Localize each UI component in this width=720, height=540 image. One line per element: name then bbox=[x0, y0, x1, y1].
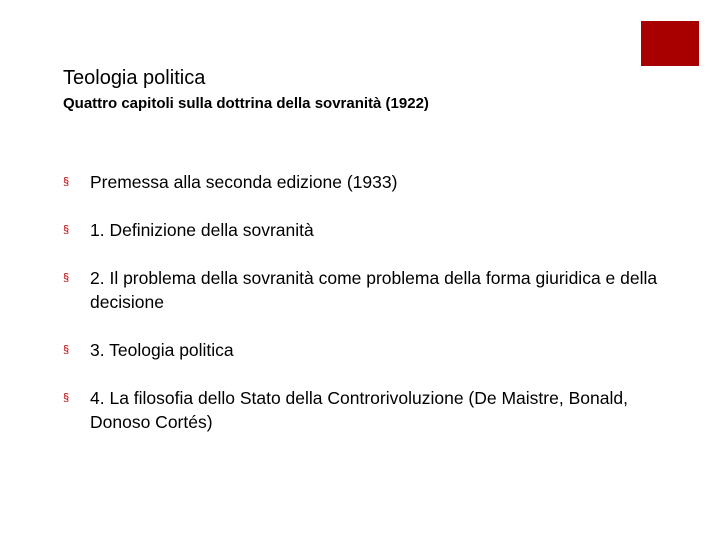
bullet-marker-icon: § bbox=[63, 392, 70, 404]
bullet-marker-icon: § bbox=[63, 224, 70, 236]
bullet-item-chapter-2 bbox=[63, 266, 663, 314]
bullet-text: 2. Il problema della sovranità come problema della forma giuridica e della decisione bbox=[90, 268, 658, 312]
slide-title: Teologia politica bbox=[63, 67, 206, 89]
bullet-text: 3. Teologia politica bbox=[90, 340, 234, 360]
bullet-text: 4. La filosofia dello Stato della Controrivoluzione (De Maistre, Bonald, Donoso Cortés) bbox=[90, 388, 628, 432]
bullet-text: 1. Definizione della sovranità bbox=[90, 220, 314, 240]
bullet-marker-icon: § bbox=[63, 176, 70, 188]
bullet-marker-icon: § bbox=[63, 344, 70, 356]
bullet-marker-icon: § bbox=[63, 272, 70, 284]
accent-box bbox=[641, 21, 699, 66]
bullet-item-chapter-3 bbox=[63, 338, 663, 362]
bullet-text: Premessa alla seconda edizione (1933) bbox=[90, 172, 398, 192]
bullet-item-chapter-1 bbox=[63, 218, 663, 242]
bullet-item-chapter-4 bbox=[63, 386, 663, 434]
bullet-item-preface bbox=[63, 170, 663, 194]
bullet-list bbox=[63, 170, 663, 458]
slide-subtitle: Quattro capitoli sulla dottrina della sovranità (1922) bbox=[63, 95, 429, 112]
